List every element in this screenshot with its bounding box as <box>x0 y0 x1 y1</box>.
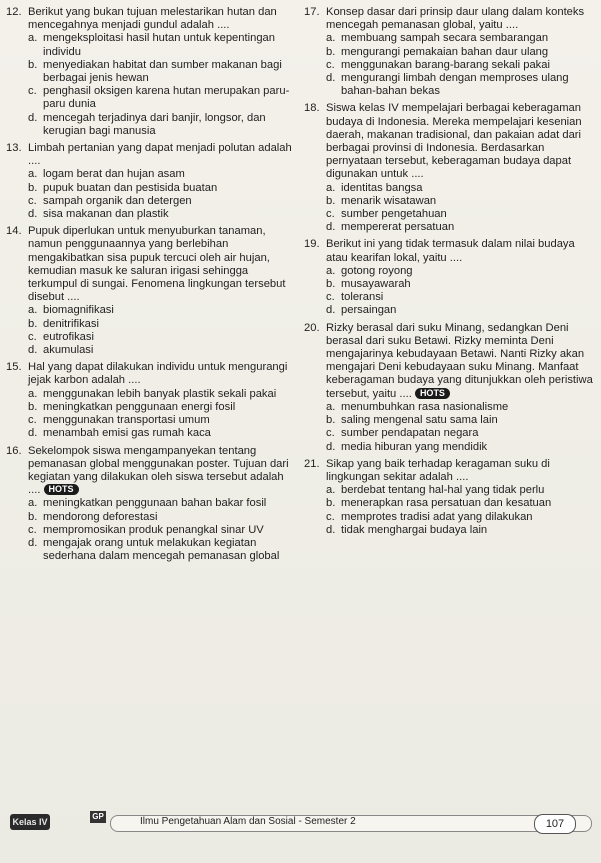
question-number: 19. <box>304 238 320 251</box>
question-number: 17. <box>304 6 320 18</box>
option-text: menyediakan habitat dan sumber makanan bagi berbagai jenis hewan <box>43 58 282 85</box>
hots-badge: HOTS <box>44 484 79 495</box>
option-letter: c. <box>326 58 335 71</box>
option-letter: b. <box>28 317 38 330</box>
question-number: 15. <box>6 361 22 374</box>
question-text <box>326 322 596 401</box>
question-item <box>304 322 596 454</box>
page-number: 107 <box>534 814 576 834</box>
option-letter: a. <box>28 304 38 317</box>
option-letter: d. <box>326 523 336 536</box>
option-letter: a. <box>28 497 38 510</box>
option-text: mengeksploitasi hasil hutan untuk kepentingan individu <box>43 32 275 58</box>
question-stem <box>304 322 596 401</box>
question-item <box>6 142 296 221</box>
question-stem <box>6 142 296 168</box>
question-item <box>6 361 296 440</box>
answer-option <box>28 182 296 195</box>
option-text: menggunakan lebih banyak plastik sekali pakai <box>43 387 277 400</box>
answer-option <box>326 291 596 304</box>
question-number: 12. <box>6 6 22 18</box>
option-letter: b. <box>28 58 38 71</box>
question-text-content: Pupuk diperlukan untuk menyuburkan tanaman, namun penggunaannya yang berlebihan mengakibatkan sisa pupuk tercuci oleh air hujan, kemudian masuk ke saluran irigasi sehingga terkumpul di sungai. Fenomena lingkungan tersebut disebut .... <box>28 225 286 304</box>
option-text: eutrofikasi <box>43 330 94 343</box>
question-text <box>28 361 296 387</box>
answer-option <box>28 59 296 85</box>
option-text: mempererat persatuan <box>341 221 455 234</box>
answer-option <box>326 59 596 72</box>
option-letter: a. <box>28 32 38 45</box>
option-text: sampah organik dan detergen <box>43 194 192 207</box>
page-footer <box>0 806 601 836</box>
answer-option <box>28 537 296 563</box>
question-number: 13. <box>6 142 22 155</box>
option-text: mempromosikan produk penangkal sinar UV <box>43 523 264 536</box>
answer-option <box>326 414 596 427</box>
option-letter: b. <box>28 181 38 194</box>
question-text <box>28 445 296 498</box>
answer-option <box>326 278 596 291</box>
option-text: identitas bangsa <box>341 181 423 194</box>
question-text <box>326 458 596 484</box>
option-letter: d. <box>326 304 336 317</box>
option-letter: c. <box>326 427 335 440</box>
question-item <box>304 238 596 317</box>
option-letter: c. <box>326 291 335 304</box>
question-stem <box>304 6 596 32</box>
question-text <box>326 6 596 32</box>
option-text: menumbuhkan rasa nasionalisme <box>341 400 509 413</box>
option-text: pupuk buatan dan pestisida buatan <box>43 181 218 194</box>
question-number: 16. <box>6 444 22 457</box>
question-text-content: Konsep dasar dari prinsip daur ulang dalam konteks mencegah pemanasan global, yaitu .... <box>326 6 585 32</box>
question-text-content: Hal yang dapat dilakukan individu untuk mengurangi jejak karbon adalah .... <box>28 361 288 387</box>
question-item <box>304 458 596 537</box>
answer-option <box>28 208 296 221</box>
option-text: logam berat dan hujan asam <box>43 168 185 181</box>
answer-option <box>326 221 596 234</box>
option-letter: d. <box>28 344 38 357</box>
question-stem <box>6 361 296 387</box>
answer-option <box>28 511 296 524</box>
question-stem <box>6 225 296 304</box>
hots-badge: HOTS <box>415 388 450 399</box>
answer-option <box>326 32 596 45</box>
option-letter: b. <box>326 194 336 207</box>
option-text: menarik wisatawan <box>341 194 437 207</box>
class-label: Kelas IV <box>10 814 50 830</box>
option-letter: c. <box>326 208 335 221</box>
option-text: mengurangi limbah dengan memproses ulang bahan-bahan bekas <box>341 72 569 98</box>
answer-option <box>326 497 596 510</box>
option-letter: a. <box>326 484 336 497</box>
option-text: mendorong deforestasi <box>43 510 158 523</box>
question-text <box>28 142 296 168</box>
answer-option <box>326 208 596 221</box>
question-stem <box>6 6 296 32</box>
answer-option <box>326 304 596 317</box>
answer-option <box>326 72 596 98</box>
question-item <box>304 102 596 234</box>
option-letter: b. <box>326 45 336 58</box>
question-text-content: Sikap yang baik terhadap keragaman suku di lingkungan sekitar adalah .... <box>326 457 550 483</box>
question-item <box>304 6 596 98</box>
answer-option <box>28 331 296 344</box>
option-letter: d. <box>326 72 336 85</box>
answer-option <box>28 401 296 414</box>
option-text: menggunakan barang-barang sekali pakai <box>341 58 550 71</box>
question-item <box>6 225 296 357</box>
question-text-content: Berikut ini yang tidak termasuk dalam nilai budaya atau kearifan lokal, yaitu .... <box>326 238 575 264</box>
answer-option <box>326 46 596 59</box>
option-text: gotong royong <box>341 264 413 277</box>
question-number: 14. <box>6 225 22 238</box>
question-text <box>326 238 596 264</box>
answer-option <box>28 85 296 111</box>
option-text: berdebat tentang hal-hal yang tidak perlu <box>341 484 545 497</box>
option-letter: b. <box>326 278 336 291</box>
option-text: penghasil oksigen karena hutan merupakan paru-paru dunia <box>43 85 290 111</box>
question-text-content: Siswa kelas IV mempelajari berbagai keberagaman budaya di Indonesia. Mereka mempelajari kesenian daerah, makanan tradisional, dan pakaian adat dari berbagai provinsi di Indonesia. Berdasarkan pernyataan tersebut, keberagaman budaya dapat digunakan untuk .... <box>326 102 582 181</box>
answer-option <box>28 524 296 537</box>
option-letter: a. <box>326 181 336 194</box>
option-letter: d. <box>28 536 38 549</box>
option-text: menambah emisi gas rumah kaca <box>43 427 211 440</box>
answer-option <box>28 195 296 208</box>
question-text-content: Limbah pertanian yang dapat menjadi polutan adalah .... <box>28 142 292 168</box>
publisher-badge: GP <box>90 811 106 823</box>
option-letter: b. <box>28 400 38 413</box>
option-letter: b. <box>326 414 336 427</box>
answer-option <box>28 32 296 58</box>
option-text: meningkatkan penggunaan bahan bakar fosil <box>43 497 267 510</box>
answer-option <box>28 168 296 181</box>
option-text: media hiburan yang mendidik <box>341 440 488 453</box>
question-text <box>28 6 296 32</box>
option-letter: c. <box>28 194 37 207</box>
option-text: sumber pendapatan negara <box>341 427 479 440</box>
option-text: membuang sampah secara sembarangan <box>341 32 549 45</box>
left-column <box>6 6 296 567</box>
answer-option <box>326 484 596 497</box>
question-number: 20. <box>304 321 320 334</box>
option-text: sumber pengetahuan <box>341 208 447 221</box>
option-text: biomagnifikasi <box>43 304 114 317</box>
option-letter: b. <box>326 497 336 510</box>
option-text: saling mengenal satu sama lain <box>341 414 498 427</box>
answer-option <box>28 414 296 427</box>
option-letter: a. <box>326 264 336 277</box>
option-letter: d. <box>326 440 336 453</box>
option-text: tidak menghargai budaya lain <box>341 523 488 536</box>
option-letter: c. <box>28 85 37 98</box>
question-stem <box>6 445 296 498</box>
option-letter: c. <box>326 510 335 523</box>
option-letter: c. <box>28 523 37 536</box>
option-letter: d. <box>326 221 336 234</box>
option-letter: d. <box>28 111 38 124</box>
question-number: 21. <box>304 457 320 470</box>
question-text-content: Berikut yang bukan tujuan melestarikan hutan dan mencegahnya menjadi gundul adalah .... <box>28 6 277 32</box>
right-column <box>304 6 596 541</box>
option-text: toleransi <box>341 291 384 304</box>
option-text: akumulasi <box>43 344 94 357</box>
answer-option <box>326 265 596 278</box>
answer-option <box>28 112 296 138</box>
option-letter: c. <box>28 414 37 427</box>
answer-option <box>28 318 296 331</box>
option-text: sisa makanan dan plastik <box>43 208 169 221</box>
answer-option <box>326 511 596 524</box>
option-text: mencegah terjadinya dari banjir, longsor, dan kerugian bagi manusia <box>43 111 266 137</box>
question-text-content: Sekelompok siswa mengampanyekan tentang pemanasan global menggunakan poster. Tujuan dari kegiatan yang dilakukan oleh siswa tersebut adalah .... <box>28 444 289 497</box>
answer-option <box>28 497 296 510</box>
question-stem <box>304 238 596 264</box>
option-letter: a. <box>28 387 38 400</box>
question-item <box>6 6 296 138</box>
question-text-content: Rizky berasal dari suku Minang, sedangkan Deni berasal dari suku Betawi. Rizky meminta Deni mengajarinya kebudayaan Betawi. Nanti Rizky akan mengajari Deni kebudayaan suku Minang. Manfaat keberagaman budaya yang ditunjukkan oleh peristiwa tersebut, yaitu .... <box>326 321 593 400</box>
answer-option <box>28 344 296 357</box>
question-text <box>326 102 596 181</box>
answer-option <box>326 195 596 208</box>
option-letter: a. <box>326 32 336 45</box>
answer-option <box>326 524 596 537</box>
question-number: 18. <box>304 102 320 115</box>
answer-option <box>326 401 596 414</box>
question-stem <box>304 102 596 181</box>
option-letter: d. <box>28 208 38 221</box>
option-letter: a. <box>326 400 336 413</box>
option-text: denitrifikasi <box>43 317 99 330</box>
subject-title: Ilmu Pengetahuan Alam dan Sosial - Semester 2 <box>140 816 356 827</box>
question-text <box>28 225 296 304</box>
answer-option <box>326 182 596 195</box>
question-stem <box>304 458 596 484</box>
option-letter: d. <box>28 427 38 440</box>
option-text: mengajak orang untuk melakukan kegiatan sederhana dalam mencegah pemanasan global <box>43 536 280 563</box>
option-text: persaingan <box>341 304 397 317</box>
answer-option <box>28 304 296 317</box>
option-letter: c. <box>28 330 37 343</box>
answer-option <box>28 388 296 401</box>
option-letter: a. <box>28 168 38 181</box>
option-text: menerapkan rasa persatuan dan kesatuan <box>341 497 552 510</box>
option-text: menggunakan transportasi umum <box>43 414 210 427</box>
option-text: meningkatkan penggunaan energi fosil <box>43 400 236 413</box>
answer-option <box>326 427 596 440</box>
answer-option <box>28 427 296 440</box>
option-text: mengurangi pemakaian bahan daur ulang <box>341 45 549 58</box>
option-text: memprotes tradisi adat yang dilakukan <box>341 510 533 523</box>
answer-option <box>326 441 596 454</box>
question-item <box>6 445 296 564</box>
option-text: musayawarah <box>341 278 411 291</box>
option-letter: b. <box>28 510 38 523</box>
